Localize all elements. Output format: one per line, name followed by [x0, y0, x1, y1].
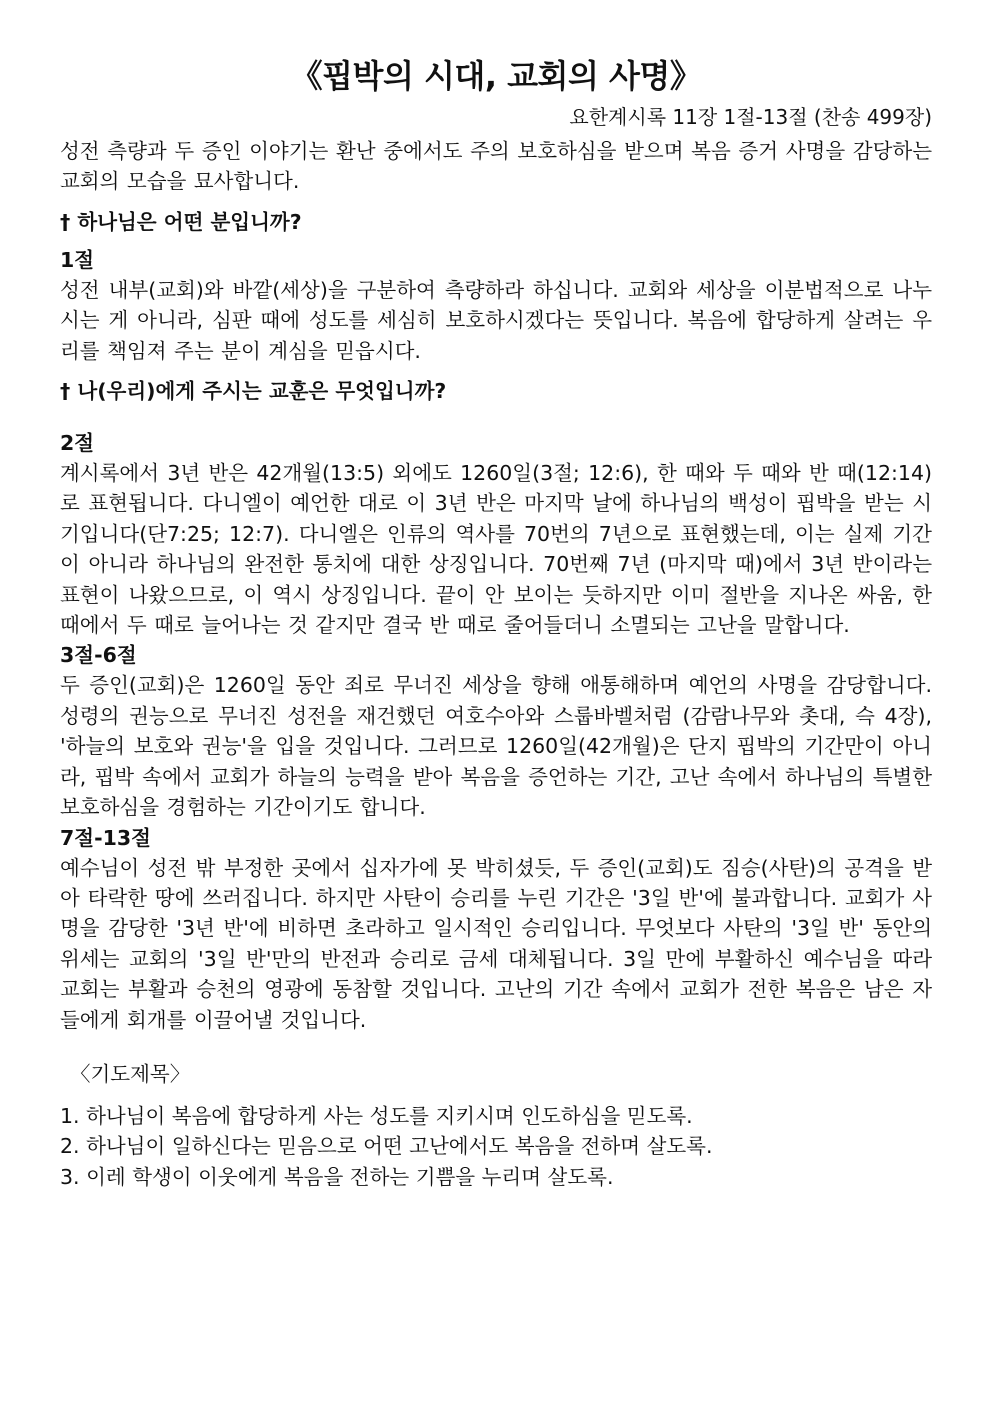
- section1-text: 성전 내부(교회)와 바깥(세상)을 구분하여 측량하라 하십니다. 교회와 세상을 이분법적으로 나누시는 게 아니라, 심판 때에 성도를 세심히 보호하시겠다는 뜻입니다. 복음에 합당하게 살려는 우리를 책임져 주는 분이 계심을 믿읍시다.: [60, 277, 932, 363]
- intro-paragraph: 성전 측량과 두 증인 이야기는 환난 중에서도 주의 보호하심을 받으며 복음 증거 사명을 감당하는 교회의 모습을 묘사합니다.: [60, 139, 932, 194]
- verse-text-3-6: 두 증인(교회)은 1260일 동안 죄로 무너진 세상을 향해 애통해하며 예언의 사명을 감당합니다. 성령의 권능으로 무너진 성전을 재건했던 여호수아와 스룹바벨처럼 (감람나무와 촛대, 슥 4장), '하늘의 보호와 권능'을 입을 것입니다. 그러므로 1260일(42개월)은 단지 핍박의 기간만이 아니라, 핍박 속에서 교회가 하늘의 능력을 받아 복음을 증언하는 기간, 고난 속에서 하나님의 특별한 보호하심을 경험하는 기간이기도 합니다.: [60, 673, 932, 820]
- scripture-reference: 요한계시록 11장 1절-13절 (찬송 499장): [569, 105, 932, 129]
- section2-question: † 나(우리)에게 주시는 교훈은 무엇입니까?: [60, 379, 447, 404]
- prayer-item: 1. 하나님이 복음에 합당하게 사는 성도를 지키시며 인도하심을 믿도록.: [60, 1103, 693, 1128]
- prayer-title: 〈기도제목〉: [70, 1061, 191, 1086]
- document-page: [60, 52, 932, 1192]
- document-title: 《핍박의 시대, 교회의 사명》: [290, 57, 702, 95]
- verse-text-2: 계시록에서 3년 반은 42개월(13:5) 외에도 1260일(3절; 12:6), 한 때와 두 때와 반 때(12:14)로 표현됩니다. 다니엘이 예언한 대로 이 3년 반은 마지막 날에 하나님의 백성이 핍박을 받는 시기입니다(단7:25; 12:7). 다니엘은 인류의 역사를 70번의 7년으로 표현했는데, 이는 실제 기간이 아니라 하나님의 완전한 통치에 대한 상징입니다. 70번째 7년 (마지막 때)에서 3년 반이라는 표현이 나왔으므로, 이 역시 상징입니다. 끝이 안 보이는 듯하지만 이미 절반을 지나온 싸움, 한 때에서 두 때로 늘어나는 것 같지만 결국 반 때로 줄어들더니 소멸되는 고난을 말합니다.: [60, 461, 932, 638]
- prayer-item: 2. 하나님이 일하신다는 믿음으로 어떤 고난에서도 복음을 전하며 살도록.: [60, 1134, 713, 1159]
- section1-verse-label: 1절: [60, 247, 95, 272]
- verse-text-7-13: 예수님이 성전 밖 부정한 곳에서 십자가에 못 박히셨듯, 두 증인(교회)도 짐승(사탄)의 공격을 받아 타락한 땅에 쓰러집니다. 하지만 사탄이 승리를 누린 기간은 '3일 반'에 불과합니다. 교회가 사명을 감당한 '3년 반'에 비하면 초라하고 일시적인 승리입니다. 무엇보다 사탄의 '3일 반' 동안의 위세는 교회의 '3일 반'만의 반전과 승리로 금세 대체됩니다. 3일 만에 부활하신 예수님을 따라 교회는 부활과 승천의 영광에 동참할 것입니다. 고난의 기간 속에서 교회가 전한 복음은 남은 자들에게 회개를 이끌어낼 것입니다.: [60, 855, 932, 1032]
- section1-question: † 하나님은 어떤 분입니까?: [60, 209, 302, 234]
- prayer-item: 3. 이레 학생이 이웃에게 복음을 전하는 기쁨을 누리며 살도록.: [60, 1164, 614, 1189]
- verse-label-2: 2절: [60, 431, 95, 456]
- verse-label-7-13: 7절-13절: [60, 825, 151, 850]
- verse-label-3-6: 3절-6절: [60, 643, 137, 668]
